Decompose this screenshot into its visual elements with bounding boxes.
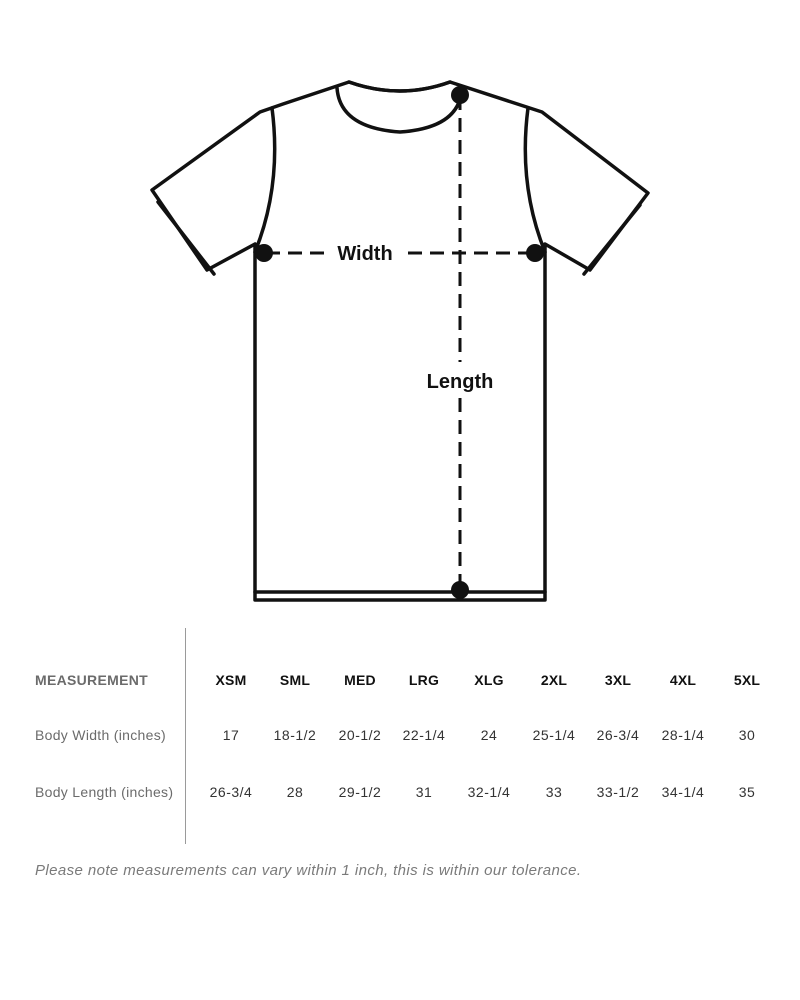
table-cell: 17 bbox=[222, 727, 240, 743]
right-sleeve-seam bbox=[525, 108, 545, 252]
table-cell: 29-1/2 bbox=[338, 784, 382, 800]
collar bbox=[337, 88, 462, 132]
table-cell: 35 bbox=[738, 784, 756, 800]
left-sleeve-hem bbox=[158, 202, 214, 274]
table-cell: 26-3/4 bbox=[209, 784, 253, 800]
length-label: Length bbox=[426, 371, 494, 393]
length-point-bottom bbox=[451, 581, 469, 599]
row-label-body-length: Body Length (inches) bbox=[35, 784, 174, 800]
right-sleeve-hem bbox=[584, 205, 640, 274]
table-divider bbox=[185, 628, 186, 844]
width-point-left bbox=[255, 244, 273, 262]
table-cell: 30 bbox=[738, 727, 756, 743]
table-cell: 33 bbox=[545, 784, 563, 800]
table-cell: 33-1/2 bbox=[596, 784, 640, 800]
tshirt-outline bbox=[152, 82, 648, 600]
table-cell: 26-3/4 bbox=[596, 727, 640, 743]
size-header: 3XL bbox=[604, 672, 632, 688]
size-header: LRG bbox=[408, 672, 440, 688]
size-header: 2XL bbox=[540, 672, 568, 688]
left-sleeve-seam bbox=[255, 108, 275, 252]
size-header: 4XL bbox=[669, 672, 697, 688]
width-point-right bbox=[526, 244, 544, 262]
table-cell: 31 bbox=[415, 784, 433, 800]
size-header: SML bbox=[279, 672, 311, 688]
size-header: XLG bbox=[474, 672, 504, 688]
measurement-header: MEASUREMENT bbox=[35, 672, 148, 688]
size-header: 5XL bbox=[733, 672, 761, 688]
table-cell: 18-1/2 bbox=[273, 727, 317, 743]
table-cell: 34-1/4 bbox=[661, 784, 705, 800]
table-cell: 32-1/4 bbox=[467, 784, 511, 800]
table-cell: 25-1/4 bbox=[532, 727, 576, 743]
table-cell: 22-1/4 bbox=[402, 727, 446, 743]
tolerance-note: Please note measurements can vary within 1 inch, this is within our tolerance. bbox=[35, 862, 582, 879]
size-header: MED bbox=[344, 672, 376, 688]
size-chart-table bbox=[0, 628, 800, 844]
size-header: XSM bbox=[215, 672, 247, 688]
table-cell: 24 bbox=[480, 727, 498, 743]
length-point-top bbox=[451, 86, 469, 104]
width-label: Width bbox=[337, 243, 393, 265]
row-label-body-width: Body Width (inches) bbox=[35, 727, 166, 743]
table-cell: 28 bbox=[286, 784, 304, 800]
table-cell: 20-1/2 bbox=[338, 727, 382, 743]
table-cell: 28-1/4 bbox=[661, 727, 705, 743]
